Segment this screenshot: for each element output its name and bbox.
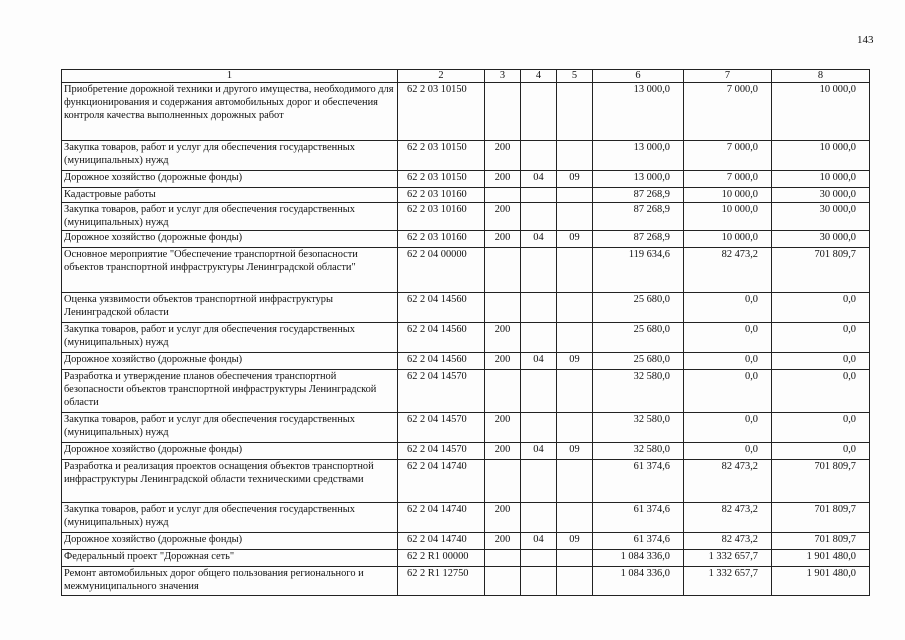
section-cell	[521, 188, 557, 203]
column-number-header: 4	[521, 70, 557, 83]
amount-col7-cell: 0,0	[684, 353, 772, 370]
amount-col6-cell: 61 374,6	[593, 533, 684, 550]
budget-table-container	[61, 69, 869, 596]
amount-col8-cell: 30 000,0	[772, 231, 870, 248]
amount-col8-cell: 0,0	[772, 370, 870, 413]
item-name-cell: Ремонт автомобильных дорог общего пользования регионального и межмуниципального значения	[62, 567, 398, 596]
amount-col7-cell: 82 473,2	[684, 503, 772, 533]
item-name-cell: Закупка товаров, работ и услуг для обеспечения государственных (муниципальных) нужд	[62, 503, 398, 533]
amount-col7-cell: 0,0	[684, 370, 772, 413]
subsection-cell	[557, 141, 593, 171]
expense-type-cell	[485, 460, 521, 503]
table-row	[62, 188, 870, 203]
target-code-cell: 62 2 04 14740	[398, 503, 485, 533]
table-row	[62, 443, 870, 460]
item-name-cell: Дорожное хозяйство (дорожные фонды)	[62, 443, 398, 460]
target-code-cell: 62 2 03 10160	[398, 203, 485, 231]
subsection-cell	[557, 413, 593, 443]
item-name-cell: Дорожное хозяйство (дорожные фонды)	[62, 171, 398, 188]
amount-col6-cell: 25 680,0	[593, 323, 684, 353]
column-number-header: 6	[593, 70, 684, 83]
amount-col8-cell: 30 000,0	[772, 188, 870, 203]
amount-col8-cell: 10 000,0	[772, 83, 870, 141]
target-code-cell: 62 2 03 10160	[398, 231, 485, 248]
amount-col7-cell: 82 473,2	[684, 533, 772, 550]
amount-col7-cell: 1 332 657,7	[684, 550, 772, 567]
subsection-cell: 09	[557, 533, 593, 550]
amount-col7-cell: 1 332 657,7	[684, 567, 772, 596]
table-body	[62, 83, 870, 596]
amount-col6-cell: 32 580,0	[593, 443, 684, 460]
section-cell	[521, 323, 557, 353]
amount-col6-cell: 13 000,0	[593, 141, 684, 171]
target-code-cell: 62 2 04 14560	[398, 293, 485, 323]
subsection-cell	[557, 188, 593, 203]
expense-type-cell: 200	[485, 413, 521, 443]
amount-col8-cell: 0,0	[772, 443, 870, 460]
expense-type-cell: 200	[485, 353, 521, 370]
expense-type-cell	[485, 550, 521, 567]
amount-col7-cell: 7 000,0	[684, 171, 772, 188]
subsection-cell	[557, 567, 593, 596]
item-name-cell: Разработка и утверждение планов обеспечения транспортной безопасности объектов транспортной инфраструктуры Ленинградской области	[62, 370, 398, 413]
table-row	[62, 533, 870, 550]
amount-col7-cell: 10 000,0	[684, 231, 772, 248]
section-cell	[521, 370, 557, 413]
amount-col7-cell: 10 000,0	[684, 188, 772, 203]
amount-col6-cell: 13 000,0	[593, 83, 684, 141]
item-name-cell: Приобретение дорожной техники и другого имущества, необходимого для функционирования и содержания автомобильных дорог и обеспечения контроля качества выполненных дорожных работ	[62, 83, 398, 141]
amount-col7-cell: 10 000,0	[684, 203, 772, 231]
subsection-cell	[557, 248, 593, 293]
section-cell	[521, 248, 557, 293]
item-name-cell: Оценка уязвимости объектов транспортной инфраструктуры Ленинградской области	[62, 293, 398, 323]
item-name-cell: Закупка товаров, работ и услуг для обеспечения государственных (муниципальных) нужд	[62, 323, 398, 353]
amount-col6-cell: 32 580,0	[593, 370, 684, 413]
amount-col8-cell: 1 901 480,0	[772, 550, 870, 567]
column-number-header: 3	[485, 70, 521, 83]
target-code-cell: 62 2 04 14740	[398, 460, 485, 503]
amount-col6-cell: 1 084 336,0	[593, 550, 684, 567]
expense-type-cell	[485, 248, 521, 293]
expense-type-cell	[485, 370, 521, 413]
amount-col7-cell: 7 000,0	[684, 141, 772, 171]
amount-col8-cell: 0,0	[772, 293, 870, 323]
table-row	[62, 353, 870, 370]
target-code-cell: 62 2 03 10150	[398, 83, 485, 141]
expense-type-cell: 200	[485, 141, 521, 171]
column-number-row	[62, 70, 870, 83]
target-code-cell: 62 2 03 10150	[398, 171, 485, 188]
expense-type-cell: 200	[485, 443, 521, 460]
table-row	[62, 323, 870, 353]
column-number-header: 8	[772, 70, 870, 83]
subsection-cell	[557, 460, 593, 503]
target-code-cell: 62 2 03 10150	[398, 141, 485, 171]
amount-col7-cell: 0,0	[684, 443, 772, 460]
amount-col8-cell: 0,0	[772, 353, 870, 370]
section-cell	[521, 141, 557, 171]
section-cell: 04	[521, 231, 557, 248]
amount-col6-cell: 87 268,9	[593, 188, 684, 203]
item-name-cell: Дорожное хозяйство (дорожные фонды)	[62, 533, 398, 550]
section-cell	[521, 550, 557, 567]
item-name-cell: Кадастровые работы	[62, 188, 398, 203]
amount-col8-cell: 0,0	[772, 413, 870, 443]
item-name-cell: Закупка товаров, работ и услуг для обеспечения государственных (муниципальных) нужд	[62, 413, 398, 443]
amount-col8-cell: 1 901 480,0	[772, 567, 870, 596]
amount-col6-cell: 13 000,0	[593, 171, 684, 188]
subsection-cell	[557, 293, 593, 323]
amount-col7-cell: 0,0	[684, 323, 772, 353]
amount-col8-cell: 701 809,7	[772, 248, 870, 293]
table-row	[62, 83, 870, 141]
amount-col6-cell: 119 634,6	[593, 248, 684, 293]
item-name-cell: Закупка товаров, работ и услуг для обеспечения государственных (муниципальных) нужд	[62, 141, 398, 171]
amount-col6-cell: 87 268,9	[593, 203, 684, 231]
amount-col7-cell: 7 000,0	[684, 83, 772, 141]
amount-col8-cell: 10 000,0	[772, 141, 870, 171]
target-code-cell: 62 2 03 10160	[398, 188, 485, 203]
table-row	[62, 231, 870, 248]
amount-col6-cell: 61 374,6	[593, 460, 684, 503]
item-name-cell: Разработка и реализация проектов оснащения объектов транспортной инфраструктуры Ленинградской области техническими средствами	[62, 460, 398, 503]
amount-col8-cell: 30 000,0	[772, 203, 870, 231]
amount-col8-cell: 701 809,7	[772, 503, 870, 533]
item-name-cell: Дорожное хозяйство (дорожные фонды)	[62, 353, 398, 370]
expense-type-cell: 200	[485, 533, 521, 550]
subsection-cell	[557, 503, 593, 533]
amount-col8-cell: 0,0	[772, 323, 870, 353]
column-number-header: 5	[557, 70, 593, 83]
item-name-cell: Основное мероприятие "Обеспечение транспортной безопасности объектов транспортной инфраструктуры Ленинградской области"	[62, 248, 398, 293]
target-code-cell: 62 2 04 14560	[398, 353, 485, 370]
section-cell	[521, 413, 557, 443]
expense-type-cell	[485, 83, 521, 141]
table-row	[62, 248, 870, 293]
page-number: 143	[857, 34, 874, 46]
target-code-cell: 62 2 04 14740	[398, 533, 485, 550]
expense-type-cell: 200	[485, 203, 521, 231]
table-row	[62, 171, 870, 188]
amount-col8-cell: 10 000,0	[772, 171, 870, 188]
amount-col8-cell: 701 809,7	[772, 460, 870, 503]
section-cell	[521, 460, 557, 503]
target-code-cell: 62 2 R1 00000	[398, 550, 485, 567]
amount-col7-cell: 82 473,2	[684, 248, 772, 293]
section-cell: 04	[521, 533, 557, 550]
table-row	[62, 370, 870, 413]
table-row	[62, 413, 870, 443]
budget-table	[61, 69, 870, 596]
subsection-cell: 09	[557, 171, 593, 188]
expense-type-cell	[485, 293, 521, 323]
section-cell: 04	[521, 171, 557, 188]
table-row	[62, 503, 870, 533]
target-code-cell: 62 2 04 14570	[398, 370, 485, 413]
subsection-cell	[557, 550, 593, 567]
item-name-cell: Закупка товаров, работ и услуг для обеспечения государственных (муниципальных) нужд	[62, 203, 398, 231]
item-name-cell: Дорожное хозяйство (дорожные фонды)	[62, 231, 398, 248]
target-code-cell: 62 2 04 14570	[398, 413, 485, 443]
amount-col7-cell: 0,0	[684, 293, 772, 323]
amount-col7-cell: 0,0	[684, 413, 772, 443]
table-row	[62, 141, 870, 171]
amount-col6-cell: 1 084 336,0	[593, 567, 684, 596]
table-row	[62, 460, 870, 503]
column-number-header: 7	[684, 70, 772, 83]
section-cell: 04	[521, 443, 557, 460]
table-row	[62, 203, 870, 231]
table-row	[62, 550, 870, 567]
subsection-cell	[557, 203, 593, 231]
subsection-cell: 09	[557, 231, 593, 248]
section-cell	[521, 293, 557, 323]
amount-col6-cell: 87 268,9	[593, 231, 684, 248]
subsection-cell	[557, 323, 593, 353]
subsection-cell	[557, 83, 593, 141]
expense-type-cell: 200	[485, 503, 521, 533]
section-cell	[521, 83, 557, 141]
subsection-cell: 09	[557, 443, 593, 460]
expense-type-cell	[485, 188, 521, 203]
target-code-cell: 62 2 04 00000	[398, 248, 485, 293]
table-row	[62, 293, 870, 323]
amount-col6-cell: 25 680,0	[593, 353, 684, 370]
amount-col7-cell: 82 473,2	[684, 460, 772, 503]
section-cell	[521, 503, 557, 533]
target-code-cell: 62 2 R1 12750	[398, 567, 485, 596]
table-row	[62, 567, 870, 596]
expense-type-cell: 200	[485, 323, 521, 353]
section-cell	[521, 203, 557, 231]
item-name-cell: Федеральный проект "Дорожная сеть"	[62, 550, 398, 567]
expense-type-cell: 200	[485, 231, 521, 248]
subsection-cell	[557, 370, 593, 413]
amount-col6-cell: 32 580,0	[593, 413, 684, 443]
column-number-header: 1	[62, 70, 398, 83]
section-cell: 04	[521, 353, 557, 370]
subsection-cell: 09	[557, 353, 593, 370]
amount-col6-cell: 61 374,6	[593, 503, 684, 533]
target-code-cell: 62 2 04 14560	[398, 323, 485, 353]
amount-col8-cell: 701 809,7	[772, 533, 870, 550]
column-number-header: 2	[398, 70, 485, 83]
amount-col6-cell: 25 680,0	[593, 293, 684, 323]
target-code-cell: 62 2 04 14570	[398, 443, 485, 460]
expense-type-cell	[485, 567, 521, 596]
section-cell	[521, 567, 557, 596]
expense-type-cell: 200	[485, 171, 521, 188]
